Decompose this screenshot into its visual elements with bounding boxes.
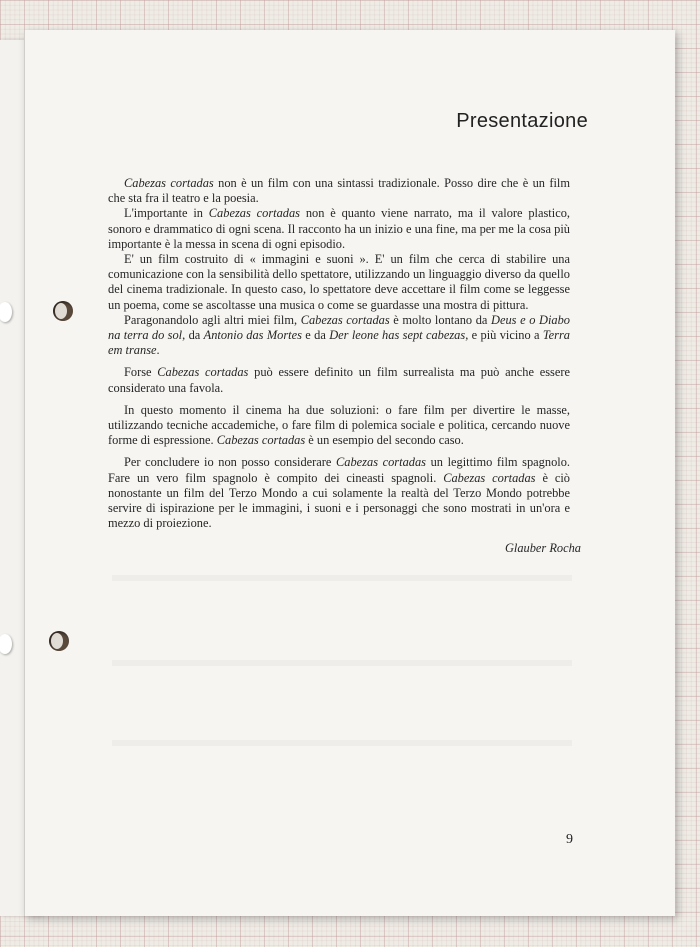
text-run: Paragonandolo agli altri miei film, <box>124 312 301 327</box>
film-title: Cabezas cortadas <box>157 365 249 380</box>
paragraph <box>108 313 570 359</box>
text-run: E' un film costruito di « immagini e suoni ». E' un film che cerca di stabilire una comunicazione con la sensibilità dello spettatore, utilizzando un linguaggio diverso da quello del cinema tradizionale. In questo caso, lo spettatore deve accettare il film come se leggesse un poema, come se ascoltasse una musica o come se guardasse una mostra di pittura. <box>108 252 570 312</box>
film-title: Cabezas cortadas <box>300 312 390 327</box>
text-run: . <box>156 343 160 358</box>
paragraph <box>108 365 570 395</box>
text-run: è molto lontano da <box>389 312 492 327</box>
text-run: è ciò nonostante un film del Terzo Mondo a cui solamente la realtà del Terzo Mondo potrebbe servire di ispirazione per le immagini, i suoni e i personaggi che sono mostrati in un'ora e mezzo di proiezione. <box>108 470 570 531</box>
paragraph <box>108 403 570 449</box>
paragraph <box>108 206 570 252</box>
film-title: Cabezas cortadas <box>443 470 536 485</box>
punch-hole-top <box>53 301 73 321</box>
film-title: Der leone has sept cabezas <box>329 328 466 343</box>
film-title: Cabezas cortadas <box>208 206 300 221</box>
text-run: è un esempio del secondo caso. <box>305 433 464 448</box>
text-run: può essere definito un film surrealista ma può anche essere considerato una favola. <box>108 365 570 395</box>
film-title: Cabezas cortadas <box>216 433 306 448</box>
film-title: Terra em transe <box>108 328 570 358</box>
punch-hole-back-top <box>0 302 12 322</box>
text-run: non è un film con una sintassi tradizionale. Posso dire che è un film che sta fra il teatro e la poesia. <box>108 176 570 206</box>
text-run: un legittimo film spagnolo. Fare un vero film spagnolo è compito dei cineasti spagnoli. <box>108 455 570 485</box>
bleed-through-shadow <box>112 740 572 746</box>
punch-hole-back-bottom <box>0 634 12 654</box>
text-run: In questo momento il cinema ha due soluzioni: o fare film per divertire le masse, utilizzando tecniche accademiche, o fare film di polemica sociale e politica, cercando nuove forme di espressione. <box>108 402 570 448</box>
film-title: Antonio das Mortes <box>203 328 302 343</box>
text-run: , da <box>182 328 204 343</box>
bleed-through-shadow <box>112 575 572 581</box>
text-run: e da <box>301 328 330 343</box>
film-title: Deus e o Diabo na terra do sol <box>108 312 571 343</box>
page-title: Presentazione <box>456 110 588 132</box>
page-number: 9 <box>566 832 573 847</box>
film-title: Cabezas cortadas <box>124 176 214 190</box>
film-title: Cabezas cortadas <box>336 455 426 470</box>
text-run: Per concludere io non posso considerare <box>124 455 337 470</box>
paragraph <box>108 252 570 313</box>
bleed-through-shadow <box>112 660 572 666</box>
text-run: , e più vicino a <box>465 328 543 343</box>
text-run: Forse <box>124 365 158 380</box>
punch-hole-bottom <box>49 631 69 651</box>
body-text <box>108 176 570 531</box>
paragraph <box>108 455 570 531</box>
text-run: L'importante in <box>124 206 209 221</box>
text-run: non è quanto viene narrato, ma il valore plastico, sonoro e drammatico di ogni scena. Il racconto ha un inizio e una fine, ma per me la cosa più importante è la messa in scena di ogni episodio. <box>108 206 570 251</box>
author-signature: Glauber Rocha <box>504 541 581 555</box>
paragraph <box>108 176 570 206</box>
